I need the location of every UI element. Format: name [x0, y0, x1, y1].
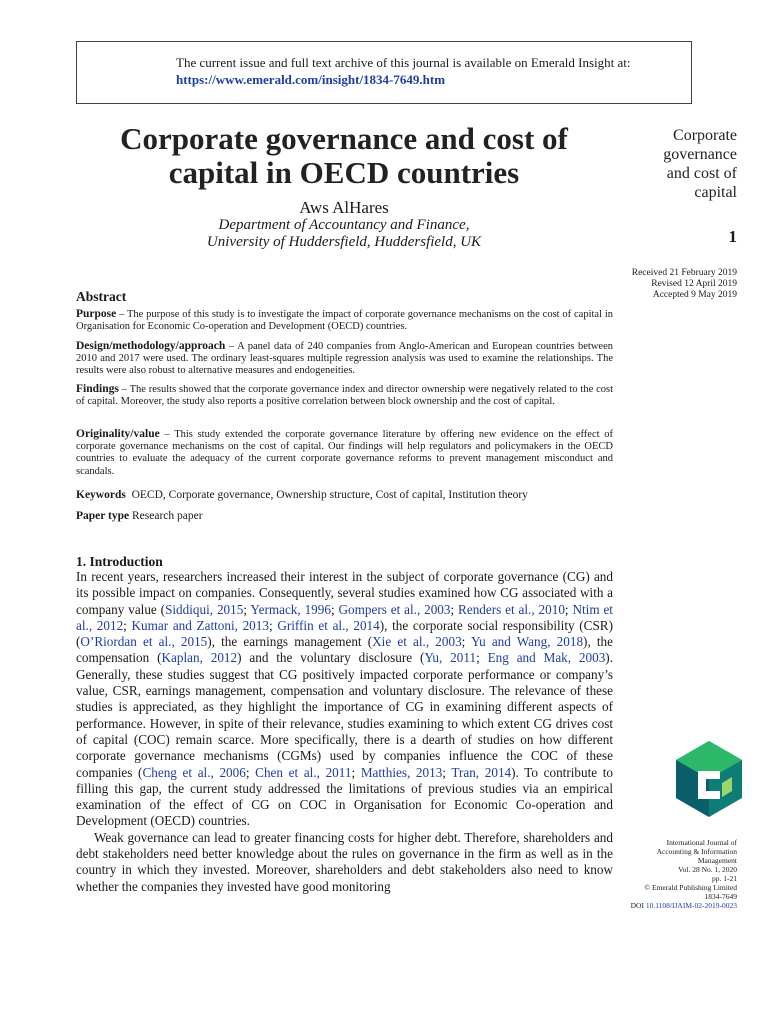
journal-url-link[interactable]: https://www.emerald.com/insight/1834-7649.htm: [176, 72, 446, 87]
abstract-design: Design/methodology/approach – A panel data of 240 companies from Anglo-American and European countries between 2010 and 2017 were used. The ordinary least-squares multiple regression analysis was used to examine the relationships. The results were also robust to alternative measures and endogeneities.: [76, 340, 614, 377]
article-title: Corporate governance and cost of capital in OECD countries: [120, 121, 568, 190]
author-name: Aws AlHares: [299, 198, 389, 217]
citation-link[interactable]: Gompers et al., 2003: [338, 601, 451, 617]
citation-link[interactable]: Ntim et al., 2012: [76, 601, 613, 633]
journal-info: International Journal of Accounting & Information Management Vol. 28 No. 1, 2020 pp. 1-21 © Emerald Publishing Limited 1834-7649 DOI 10.1108/IJAIM-02-2019-0023: [630, 838, 737, 910]
citation-link[interactable]: Matthies, 2013: [360, 764, 443, 780]
abstract-originality: Originality/value – This study extended the corporate governance literature by offering new evidence on the effect of corporate governance mechanisms on the cost of capital. Our findings will help regulators and policymakers in the OECD countries to evaluate the adequacy of the current corporate governance reforms to prevent management misconduct and scandals.: [76, 428, 614, 477]
citation-link[interactable]: Renders et al., 2010: [458, 601, 565, 617]
emerald-logo-icon: [676, 741, 742, 817]
abstract-purpose: Purpose – The purpose of this study is to investigate the impact of corporate governance mechanisms on the cost of capital in Organisation for Economic Co-operation and Development (OECD) countries.: [76, 308, 613, 333]
submission-dates: Received 21 February 2019 Revised 12 April 2019 Accepted 9 May 2019: [631, 268, 737, 300]
page-number: 1: [728, 227, 737, 246]
citation-link[interactable]: Griffin et al., 2014: [277, 617, 380, 633]
citation-link[interactable]: Cheng et al., 2006: [142, 764, 246, 780]
author-affiliation: Department of Accountancy and Finance, University of Huddersfield, Huddersfield, UK: [206, 217, 482, 250]
citation-link[interactable]: Tran, 2014: [451, 764, 512, 780]
citation-link[interactable]: Kaplan, 2012: [161, 650, 238, 666]
paper-type: Paper type Research paper: [76, 510, 203, 522]
citation-link[interactable]: Siddiqui, 2015: [165, 601, 244, 617]
running-head: Corporate governance and cost of capital: [663, 127, 737, 201]
section-heading: 1. Introduction: [76, 554, 163, 569]
citation-link[interactable]: O’Riordan et al., 2015: [80, 634, 208, 650]
citation-link[interactable]: Chen et al., 2011: [255, 764, 352, 780]
abstract-findings: Findings – The results showed that the corporate governance index and director ownership were negatively related to the cost of capital. Moreover, the study also reports a positive correlation between block ownership and the cost of capital.: [76, 383, 613, 408]
access-notice-box: [76, 41, 692, 104]
citation-link[interactable]: Eng and Mak, 2003: [487, 650, 606, 666]
access-notice-text: The current issue and full text archive of this journal is available on Emerald Insight at:: [176, 55, 631, 70]
citation-link[interactable]: Yu and Wang, 2018: [471, 634, 584, 650]
introduction-body: [76, 569, 613, 895]
citation-link[interactable]: Xie et al., 2003: [372, 634, 462, 650]
abstract-heading: Abstract: [76, 289, 127, 304]
citation-link[interactable]: Yermack, 1996: [250, 601, 331, 617]
intro-paragraph-2: Weak governance can lead to greater financing costs for higher debt. Therefore, shareholders and debt stakeholders need better knowledge about the rules on governance in the firm as well as in the country in which they invested. Moreover, shareholders and debt stakeholders also need to know whether the companies they invested have good monitoring: [76, 829, 613, 894]
citation-link[interactable]: Yu, 2011: [424, 650, 477, 666]
doi-link[interactable]: 10.1108/IJAIM-02-2019-0023: [645, 901, 737, 910]
citation-link[interactable]: Kumar and Zattoni, 2013: [131, 617, 269, 633]
intro-paragraph-1: In recent years, researchers increased their interest in the subject of corporate governance (CG) and its possible impact on companies. Consequently, several studies examined how CG associated with a company value (Siddiqui, 2015; Yermack, 1996; Gompers et al., 2003; Renders et al., 2010; Ntim et al., 2012; Kumar and Zattoni, 2013; Griffin et al., 2014), the corporate social responsibility (CSR) (O’Riordan et al., 2015), the earnings management (Xie et al., 2003; Yu and Wang, 2018), the compensation (Kaplan, 2012) and the voluntary disclosure (Yu, 2011; Eng and Mak, 2003). Generally, these studies suggest that CG positively impacted corporate performance or company’s value, CSR, earnings management, compensation and voluntary disclosure. The relevance of these studies is appreciated, as they highlight the importance of CG in examining different aspects of performance. However, in spite of their relevance, studies examining to which extent CG drives cost of capital (COC) remain scarce. More specifically, there is a dearth of studies on how different corporate governance mechanisms (CGMs) used by companies influence the COC of these companies (Cheng et al., 2006; Chen et al., 2011; Matthies, 2013; Tran, 2014). To contribute to filling this gap, the current study addressed the limitations of previous studies via an empirical examination of the effect of CG on COC in Organisation for Economic Co-operation and Development (OECD) countries.: [76, 569, 614, 829]
keywords: Keywords OECD, Corporate governance, Ownership structure, Cost of capital, Institution theory: [76, 489, 528, 501]
